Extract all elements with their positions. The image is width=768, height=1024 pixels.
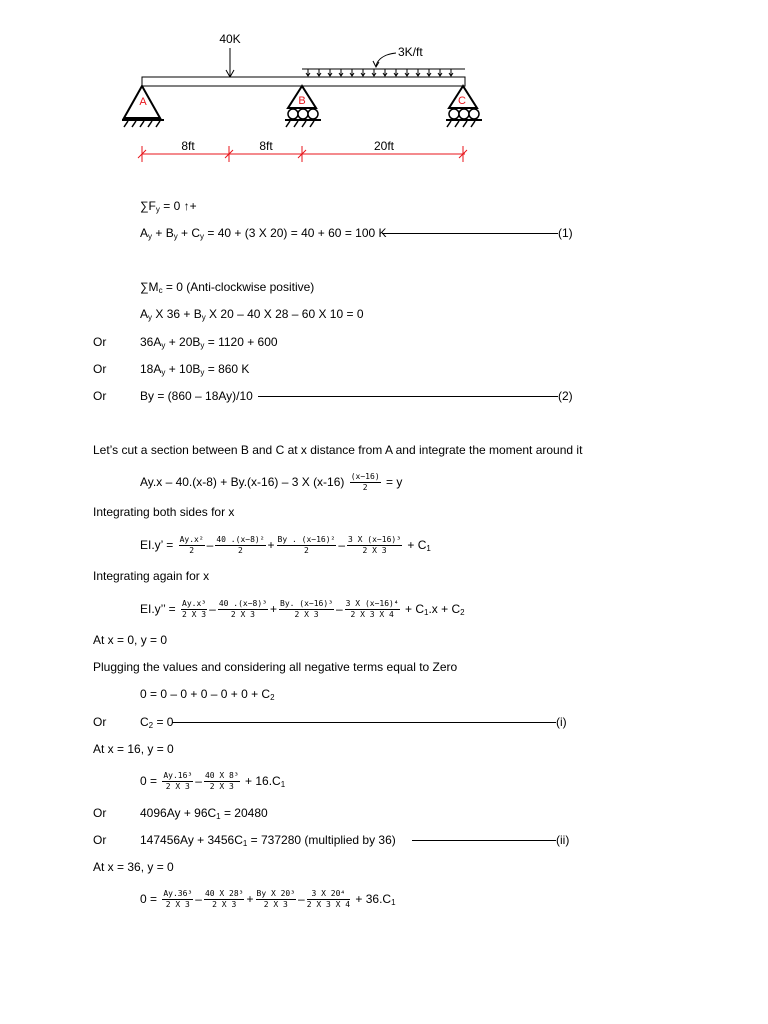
eq-tag-i: (i) xyxy=(556,715,567,729)
integrate-twice-paragraph: Integrating again for x xyxy=(93,569,210,583)
eq-tag-2: (2) xyxy=(558,389,573,403)
by-expression-eq: By = (860 – 18Ay)/10 xyxy=(140,389,253,403)
integrate-once-paragraph: Integrating both sides for x xyxy=(93,505,235,519)
eq-tag-1: (1) xyxy=(558,226,573,240)
force-sum-eq: $A_y + B_y + C_y = 40 + (3$ X 20) = 40 + 60 = 100 K xyxy=(140,226,387,241)
deflection-eq: EI.y’’ = $\frac{\text{Ay.x³}}{2 X 3}$ – $\frac{\text{40 .(x−8)³}}{2 X 3}$ + $\frac{\text{By. (x−16)³}}{2 X 3}$ – $\frac{\text{3 X (x−16)⁴}}{2 X 3 X 4}$ + $C_1.x + C_2$ xyxy=(140,599,465,620)
or-label: Or xyxy=(93,806,107,820)
boundary-2-paragraph: At x = 16, y = 0 xyxy=(93,742,174,756)
or-label: Or xyxy=(93,335,107,349)
boundary-3-paragraph: At x = 36, y = 0 xyxy=(93,860,174,874)
equilibrium-force-eq: $\sum F_y = 0$ ↑+ xyxy=(140,199,197,214)
moment-sum-eq: $\sum M_c = 0$ (Anti-clockwise positive) xyxy=(140,280,315,295)
boundary-2-simplified-eq: $4096Ay + 96C_1 = 20480$ xyxy=(140,806,268,821)
beam-diagram xyxy=(0,0,768,170)
span-label-2: 8ft xyxy=(259,139,273,153)
plugging-paragraph: Plugging the values and considering all negative terms equal to Zero xyxy=(93,660,458,674)
or-label: Or xyxy=(93,833,107,847)
boundary-1-paragraph: At x = 0, y = 0 xyxy=(93,633,168,647)
moment-section-eq: Ay.x – 40.(x-8) + By.(x-16) – 3 X (x-16) $\frac{(x-16)}{2}$ = y xyxy=(140,472,403,493)
section-paragraph: Let’s cut a section between B and C at x distance from A and integrate the moment around it xyxy=(93,443,583,457)
support-c-label: C xyxy=(458,95,466,107)
point-load-arrow xyxy=(226,48,234,77)
udl-arrows xyxy=(302,69,465,76)
support-b xyxy=(285,86,321,127)
boundary-2-scaled-eq: $147456Ay + 3456C_1 = 737280$ (multiplied by 36) xyxy=(140,833,396,848)
leader-line-2 xyxy=(258,396,558,397)
support-a xyxy=(122,86,164,127)
point-load-label: 40K xyxy=(219,32,241,46)
leader-line-3 xyxy=(172,722,556,723)
span-label-3: 20ft xyxy=(373,139,395,153)
support-c xyxy=(446,86,482,127)
support-a-label: A xyxy=(139,96,147,108)
boundary-3-eq: 0 = $\frac{\text{Ay.36³}}{2 X 3}$ – $\frac{\text{40 X 28³}}{2 X 3}$ + $\frac{\text{By X 20³}}{2 X 3}$ – $\frac{\text{3 X 20⁴}}{2 X 3 X 4}$ + $36.C_1$ xyxy=(140,889,396,910)
moment-halved-eq: $18A_y + 10B_y = 860$ K xyxy=(140,362,250,377)
c2-result-eq: $C_2 = 0$ xyxy=(140,715,174,730)
leader-line-1 xyxy=(382,233,558,234)
moment-expanded-eq: $A_y$ X $36 + B_y$ X 20 – 40 X 28 – 60 X 10 = 0 xyxy=(140,307,364,322)
udl-label: 3K/ft xyxy=(398,45,423,59)
or-label: Or xyxy=(93,389,107,403)
span-label-1: 8ft xyxy=(181,139,195,153)
support-b-label: B xyxy=(298,95,306,107)
moment-simplified-eq: $36A_y + 20B_y = 1120 + 600$ xyxy=(140,335,278,350)
leader-line-4 xyxy=(412,840,556,841)
or-label: Or xyxy=(93,715,107,729)
slope-eq: EI.y’ = $\frac{\text{Ay.x²}}{2}$ – $\frac{\text{40 .(x−8)²}}{2}$ + $\frac{\text{By . (x−16)²}}{2}$ – $\frac{\text{3 X (x−16)³}}{2 X 3}$ + $C_1$ xyxy=(140,535,431,556)
eq-tag-ii: (ii) xyxy=(556,833,570,847)
boundary-2-eq: 0 = $\frac{\text{Ay.16³}}{2 X 3}$ – $\frac{\text{40 X 8³}}{2 X 3}$ + $16.C_1$ xyxy=(140,771,286,792)
beam xyxy=(142,77,465,86)
or-label: Or xyxy=(93,362,107,376)
c2-derivation-eq: $0 = 0 - 0 + 0 - 0 + 0 + C_2$ xyxy=(140,687,275,702)
udl-pointer xyxy=(373,53,396,67)
